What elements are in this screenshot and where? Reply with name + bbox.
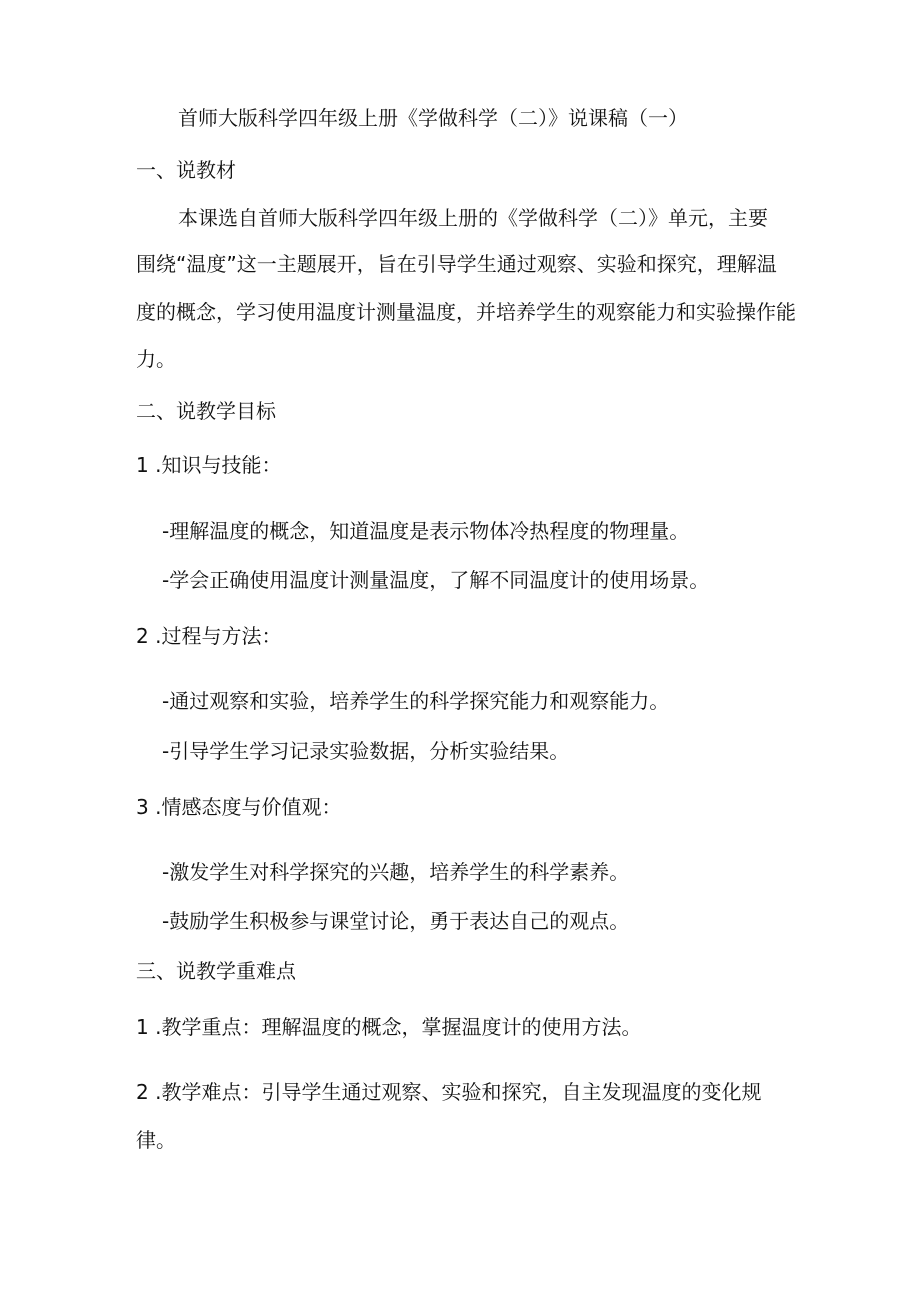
goal2-item: -引导学生学习记录实验数据，分析实验结果。 [162,739,570,763]
difficult-point-line: 律。 [136,1128,176,1152]
key-point: 1 .教学重点：理解温度的概念，掌握温度计的使用方法。 [136,1015,642,1039]
difficult-point-line: 2 .教学难点：引导学生通过观察、实验和探究，自主发现温度的变化规 [136,1080,762,1104]
goal1-label: 1 .知识与技能： [136,453,282,477]
section1-paragraph-line: 本课选自首师大版科学四年级上册的《学做科学（二）》单元，主要 [178,206,768,230]
goal1-item: -学会正确使用温度计测量温度，了解不同温度计的使用场景。 [162,568,710,592]
goal2-item: -通过观察和实验，培养学生的科学探究能力和观察能力。 [162,689,670,713]
goal1-item: -理解温度的概念，知道温度是表示物体冷热程度的物理量。 [162,519,690,543]
section1-paragraph-line: 围绕“温度”这一主题展开，旨在引导学生通过观察、实验和探究，理解温 [136,252,777,276]
section1-paragraph-line: 力。 [136,347,176,371]
goal3-item: -鼓励学生积极参与课堂讨论，勇于表达自己的观点。 [162,909,630,933]
section3-heading: 三、说教学重难点 [136,959,296,983]
goal2-label: 2 .过程与方法： [136,624,282,648]
section1-paragraph-line: 度的概念，学习使用温度计测量温度，并培养学生的观察能力和实验操作能 [136,300,796,324]
document-title: 首师大版科学四年级上册《学做科学（二）》说课稿（一） [178,106,688,130]
section1-heading: 一、说教材 [136,158,236,182]
goal3-item: -激发学生对科学探究的兴趣，培养学生的科学素养。 [162,860,630,884]
section2-heading: 二、说教学目标 [136,399,276,423]
goal3-label: 3 .情感态度与价值观： [136,795,342,819]
